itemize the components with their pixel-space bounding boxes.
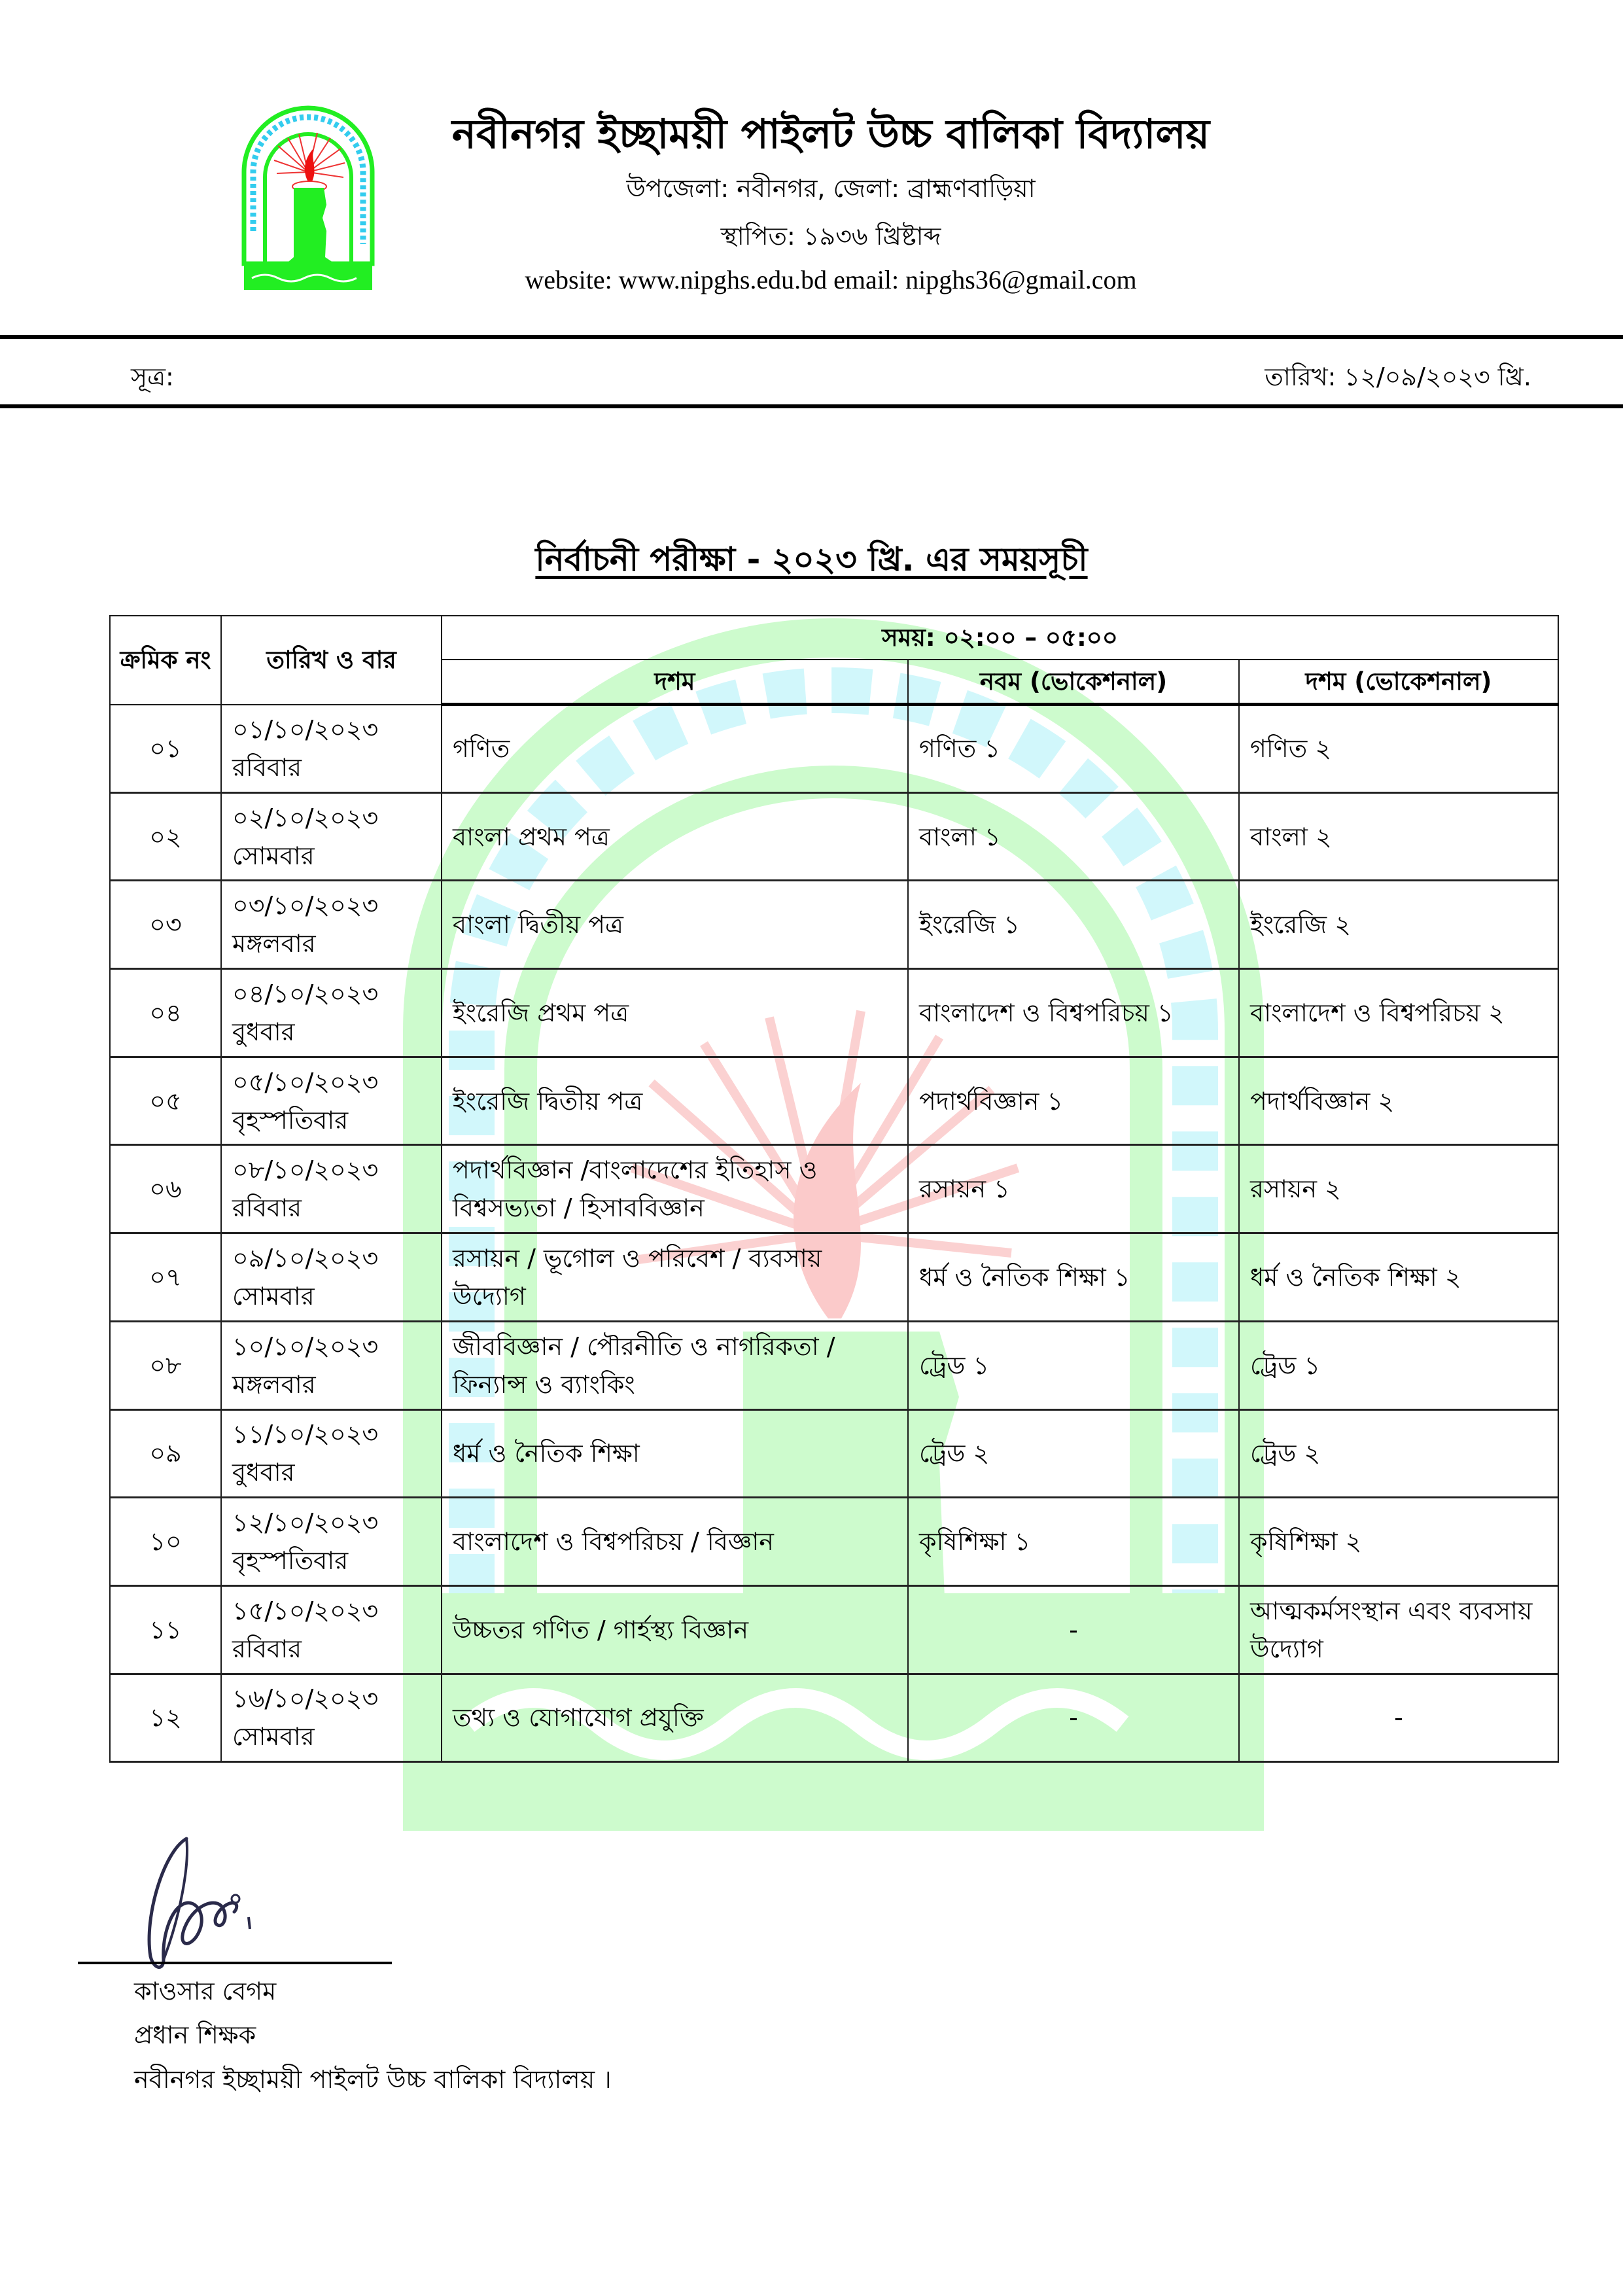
date-day-cell [221, 1409, 442, 1498]
exam-day: বুধবার [232, 1458, 295, 1487]
reference-label: সূত্র: [131, 362, 174, 391]
exam-date: ০৫/১০/২০২৩ [232, 1067, 379, 1097]
exam-date: ১৫/১০/২০২৩ [232, 1596, 379, 1625]
header-serial: ক্রমিক নং [110, 616, 221, 705]
ninth-vocational-subject-cell: পদার্থবিজ্ঞান ১ [908, 1057, 1239, 1145]
tenth-subject-cell: ধর্ম ও নৈতিক শিক্ষা [442, 1409, 908, 1498]
tenth-vocational-subject-cell: আত্মকর্মসংস্থান এবং ব্যবসায় উদ্যোগ [1239, 1585, 1558, 1674]
signatory-name: কাওসার বেগম [134, 1977, 277, 2005]
tenth-vocational-subject-cell: ট্রেড ১ [1239, 1321, 1558, 1409]
exam-day: সোমবার [232, 841, 315, 870]
tenth-vocational-subject-cell: কৃষিশিক্ষা ২ [1239, 1498, 1558, 1586]
schedule-row [110, 1409, 1558, 1498]
serial-cell: ০৩ [110, 881, 221, 969]
tenth-vocational-subject-cell: বাংলা ২ [1239, 792, 1558, 881]
date-day-cell [221, 1585, 442, 1674]
serial-cell: ০৫ [110, 1057, 221, 1145]
exam-date: ০৮/১০/২০২৩ [232, 1156, 379, 1185]
header-row-time [110, 616, 1558, 660]
ninth-vocational-subject-cell: - [908, 1674, 1239, 1762]
ninth-vocational-subject-cell: গণিত ১ [908, 705, 1239, 793]
signature [124, 1826, 275, 1976]
serial-cell: ০১ [110, 705, 221, 793]
tenth-subject-cell: গণিত [442, 705, 908, 793]
exam-date: ০২/১০/২০২৩ [232, 803, 379, 832]
exam-day: বৃহস্পতিবার [232, 1546, 349, 1576]
tenth-vocational-subject-cell: বাংলাদেশ ও বিশ্বপরিচয় ২ [1239, 969, 1558, 1057]
tenth-subject-cell: রসায়ন / ভূগোল ও পরিবেশ / ব্যবসায় উদ্যোগ [442, 1233, 908, 1322]
header-tenth-vocational: দশম (ভোকেশনাল) [1239, 660, 1558, 705]
tenth-subject-cell: বাংলা দ্বিতীয় পত্র [442, 881, 908, 969]
tenth-vocational-subject-cell: ধর্ম ও নৈতিক শিক্ষা ২ [1239, 1233, 1558, 1322]
header-tenth: দশম [442, 660, 908, 705]
exam-date: ১০/১০/২০২৩ [232, 1332, 379, 1361]
exam-date: ০৩/১০/২০২৩ [232, 891, 379, 921]
signatory-institution: নবীনগর ইচ্ছাময়ী পাইলট উচ্চ বালিকা বিদ্যালয় । [134, 2065, 612, 2094]
ninth-vocational-subject-cell: বাংলা ১ [908, 792, 1239, 881]
exam-day: রবিবার [232, 1193, 302, 1223]
tenth-subject-cell: উচ্চতর গণিত / গার্হস্থ্য বিজ্ঞান [442, 1585, 908, 1674]
tenth-subject-cell: বাংলা প্রথম পত্র [442, 792, 908, 881]
date-day-cell [221, 969, 442, 1057]
tenth-vocational-subject-cell: - [1239, 1674, 1558, 1762]
established-year: স্থাপিত: ১৯৩৬ খ্রিষ্টাব্দ [720, 222, 941, 251]
schedule-row [110, 1674, 1558, 1762]
schedule-row [110, 1321, 1558, 1409]
ninth-vocational-subject-cell: রসায়ন ১ [908, 1145, 1239, 1233]
header-time: সময়: ০২:০০ – ০৫:০০ [442, 616, 1558, 660]
ninth-vocational-subject-cell: বাংলাদেশ ও বিশ্বপরিচয় ১ [908, 969, 1239, 1057]
schedule-row [110, 705, 1558, 793]
serial-cell: ০৪ [110, 969, 221, 1057]
schedule-title [0, 535, 1623, 584]
date-day-cell [221, 1057, 442, 1145]
issue-date: তারিখ: ১২/০৯/২০২৩ খ্রি. [1265, 362, 1531, 391]
header-ninth-vocational: নবম (ভোকেশনাল) [908, 660, 1239, 705]
exam-day: সোমবার [232, 1722, 315, 1752]
schedule-row [110, 1498, 1558, 1586]
exam-day: মঙ্গলবার [232, 929, 316, 959]
header-divider-top [0, 335, 1623, 339]
date-day-cell [221, 881, 442, 969]
serial-cell: ১২ [110, 1674, 221, 1762]
serial-cell: ১১ [110, 1585, 221, 1674]
date-day-cell [221, 1674, 442, 1762]
serial-cell: ০২ [110, 792, 221, 881]
tenth-subject-cell: ইংরেজি দ্বিতীয় পত্র [442, 1057, 908, 1145]
date-day-cell [221, 705, 442, 793]
tenth-subject-cell: তথ্য ও যোগাযোগ প্রযুক্তি [442, 1674, 908, 1762]
school-address: উপজেলা: নবীনগর, জেলা: ব্রাহ্মণবাড়িয়া [626, 174, 1036, 203]
serial-cell: ০৬ [110, 1145, 221, 1233]
date-day-cell [221, 1145, 442, 1233]
exam-day: বৃহস্পতিবার [232, 1105, 349, 1135]
schedule-row [110, 792, 1558, 881]
exam-day: বুধবার [232, 1017, 295, 1046]
ninth-vocational-subject-cell: ট্রেড ২ [908, 1409, 1239, 1498]
exam-schedule-table [109, 615, 1559, 1763]
tenth-vocational-subject-cell: ট্রেড ২ [1239, 1409, 1558, 1498]
ninth-vocational-subject-cell: - [908, 1585, 1239, 1674]
schedule-row [110, 969, 1558, 1057]
schedule-row [110, 1585, 1558, 1674]
signatory-designation: প্রধান শিক্ষক [134, 2021, 256, 2049]
school-logo [239, 100, 377, 291]
exam-date: ০৯/১০/২০২৩ [232, 1243, 379, 1273]
tenth-vocational-subject-cell: পদার্থবিজ্ঞান ২ [1239, 1057, 1558, 1145]
date-day-cell [221, 792, 442, 881]
tenth-subject-cell: পদার্থবিজ্ঞান /বাংলাদেশের ইতিহাস ও বিশ্বসভ্যতা / হিসাববিজ্ঞান [442, 1145, 908, 1233]
exam-day: রবিবার [232, 1634, 302, 1663]
exam-date: ১১/১০/২০২৩ [232, 1420, 379, 1449]
serial-cell: ১০ [110, 1498, 221, 1586]
schedule-row [110, 1145, 1558, 1233]
schedule-title-text: নির্বাচনী পরীক্ষা - ২০২৩ খ্রি. এর সময়সূচী [535, 540, 1088, 578]
header-divider-bottom [0, 404, 1623, 408]
tenth-vocational-subject-cell: গণিত ২ [1239, 705, 1558, 793]
ninth-vocational-subject-cell: ইংরেজি ১ [908, 881, 1239, 969]
serial-cell: ০৯ [110, 1409, 221, 1498]
header-date-day: তারিখ ও বার [221, 616, 442, 705]
contact-info: website: www.nipghs.edu.bd email: nipghs36@gmail.com [525, 265, 1137, 294]
tenth-vocational-subject-cell: ইংরেজি ২ [1239, 881, 1558, 969]
schedule-row [110, 1233, 1558, 1322]
exam-date: ০১/১০/২০২৩ [232, 715, 379, 744]
tenth-subject-cell: জীববিজ্ঞান / পৌরনীতি ও নাগরিকতা / ফিন্যান্স ও ব্যাংকিং [442, 1321, 908, 1409]
date-day-cell [221, 1498, 442, 1586]
exam-day: সোমবার [232, 1281, 315, 1311]
date-day-cell [221, 1321, 442, 1409]
signature-line [78, 1962, 392, 1964]
ninth-vocational-subject-cell: ট্রেড ১ [908, 1321, 1239, 1409]
tenth-subject-cell: ইংরেজি প্রথম পত্র [442, 969, 908, 1057]
exam-date: ১২/১০/২০২৩ [232, 1508, 379, 1538]
exam-date: ০৪/১০/২০২৩ [232, 979, 379, 1008]
tenth-vocational-subject-cell: রসায়ন ২ [1239, 1145, 1558, 1233]
ninth-vocational-subject-cell: কৃষিশিক্ষা ১ [908, 1498, 1239, 1586]
school-name: নবীনগর ইচ্ছাময়ী পাইলট উচ্চ বালিকা বিদ্যালয় [451, 110, 1210, 158]
schedule-row [110, 881, 1558, 969]
serial-cell: ০৭ [110, 1233, 221, 1322]
exam-day: রবিবার [232, 752, 302, 782]
exam-day: মঙ্গলবার [232, 1369, 316, 1399]
schedule-row [110, 1057, 1558, 1145]
serial-cell: ০৮ [110, 1321, 221, 1409]
ninth-vocational-subject-cell: ধর্ম ও নৈতিক শিক্ষা ১ [908, 1233, 1239, 1322]
tenth-subject-cell: বাংলাদেশ ও বিশ্বপরিচয় / বিজ্ঞান [442, 1498, 908, 1586]
date-day-cell [221, 1233, 442, 1322]
exam-date: ১৬/১০/২০২৩ [232, 1684, 379, 1714]
